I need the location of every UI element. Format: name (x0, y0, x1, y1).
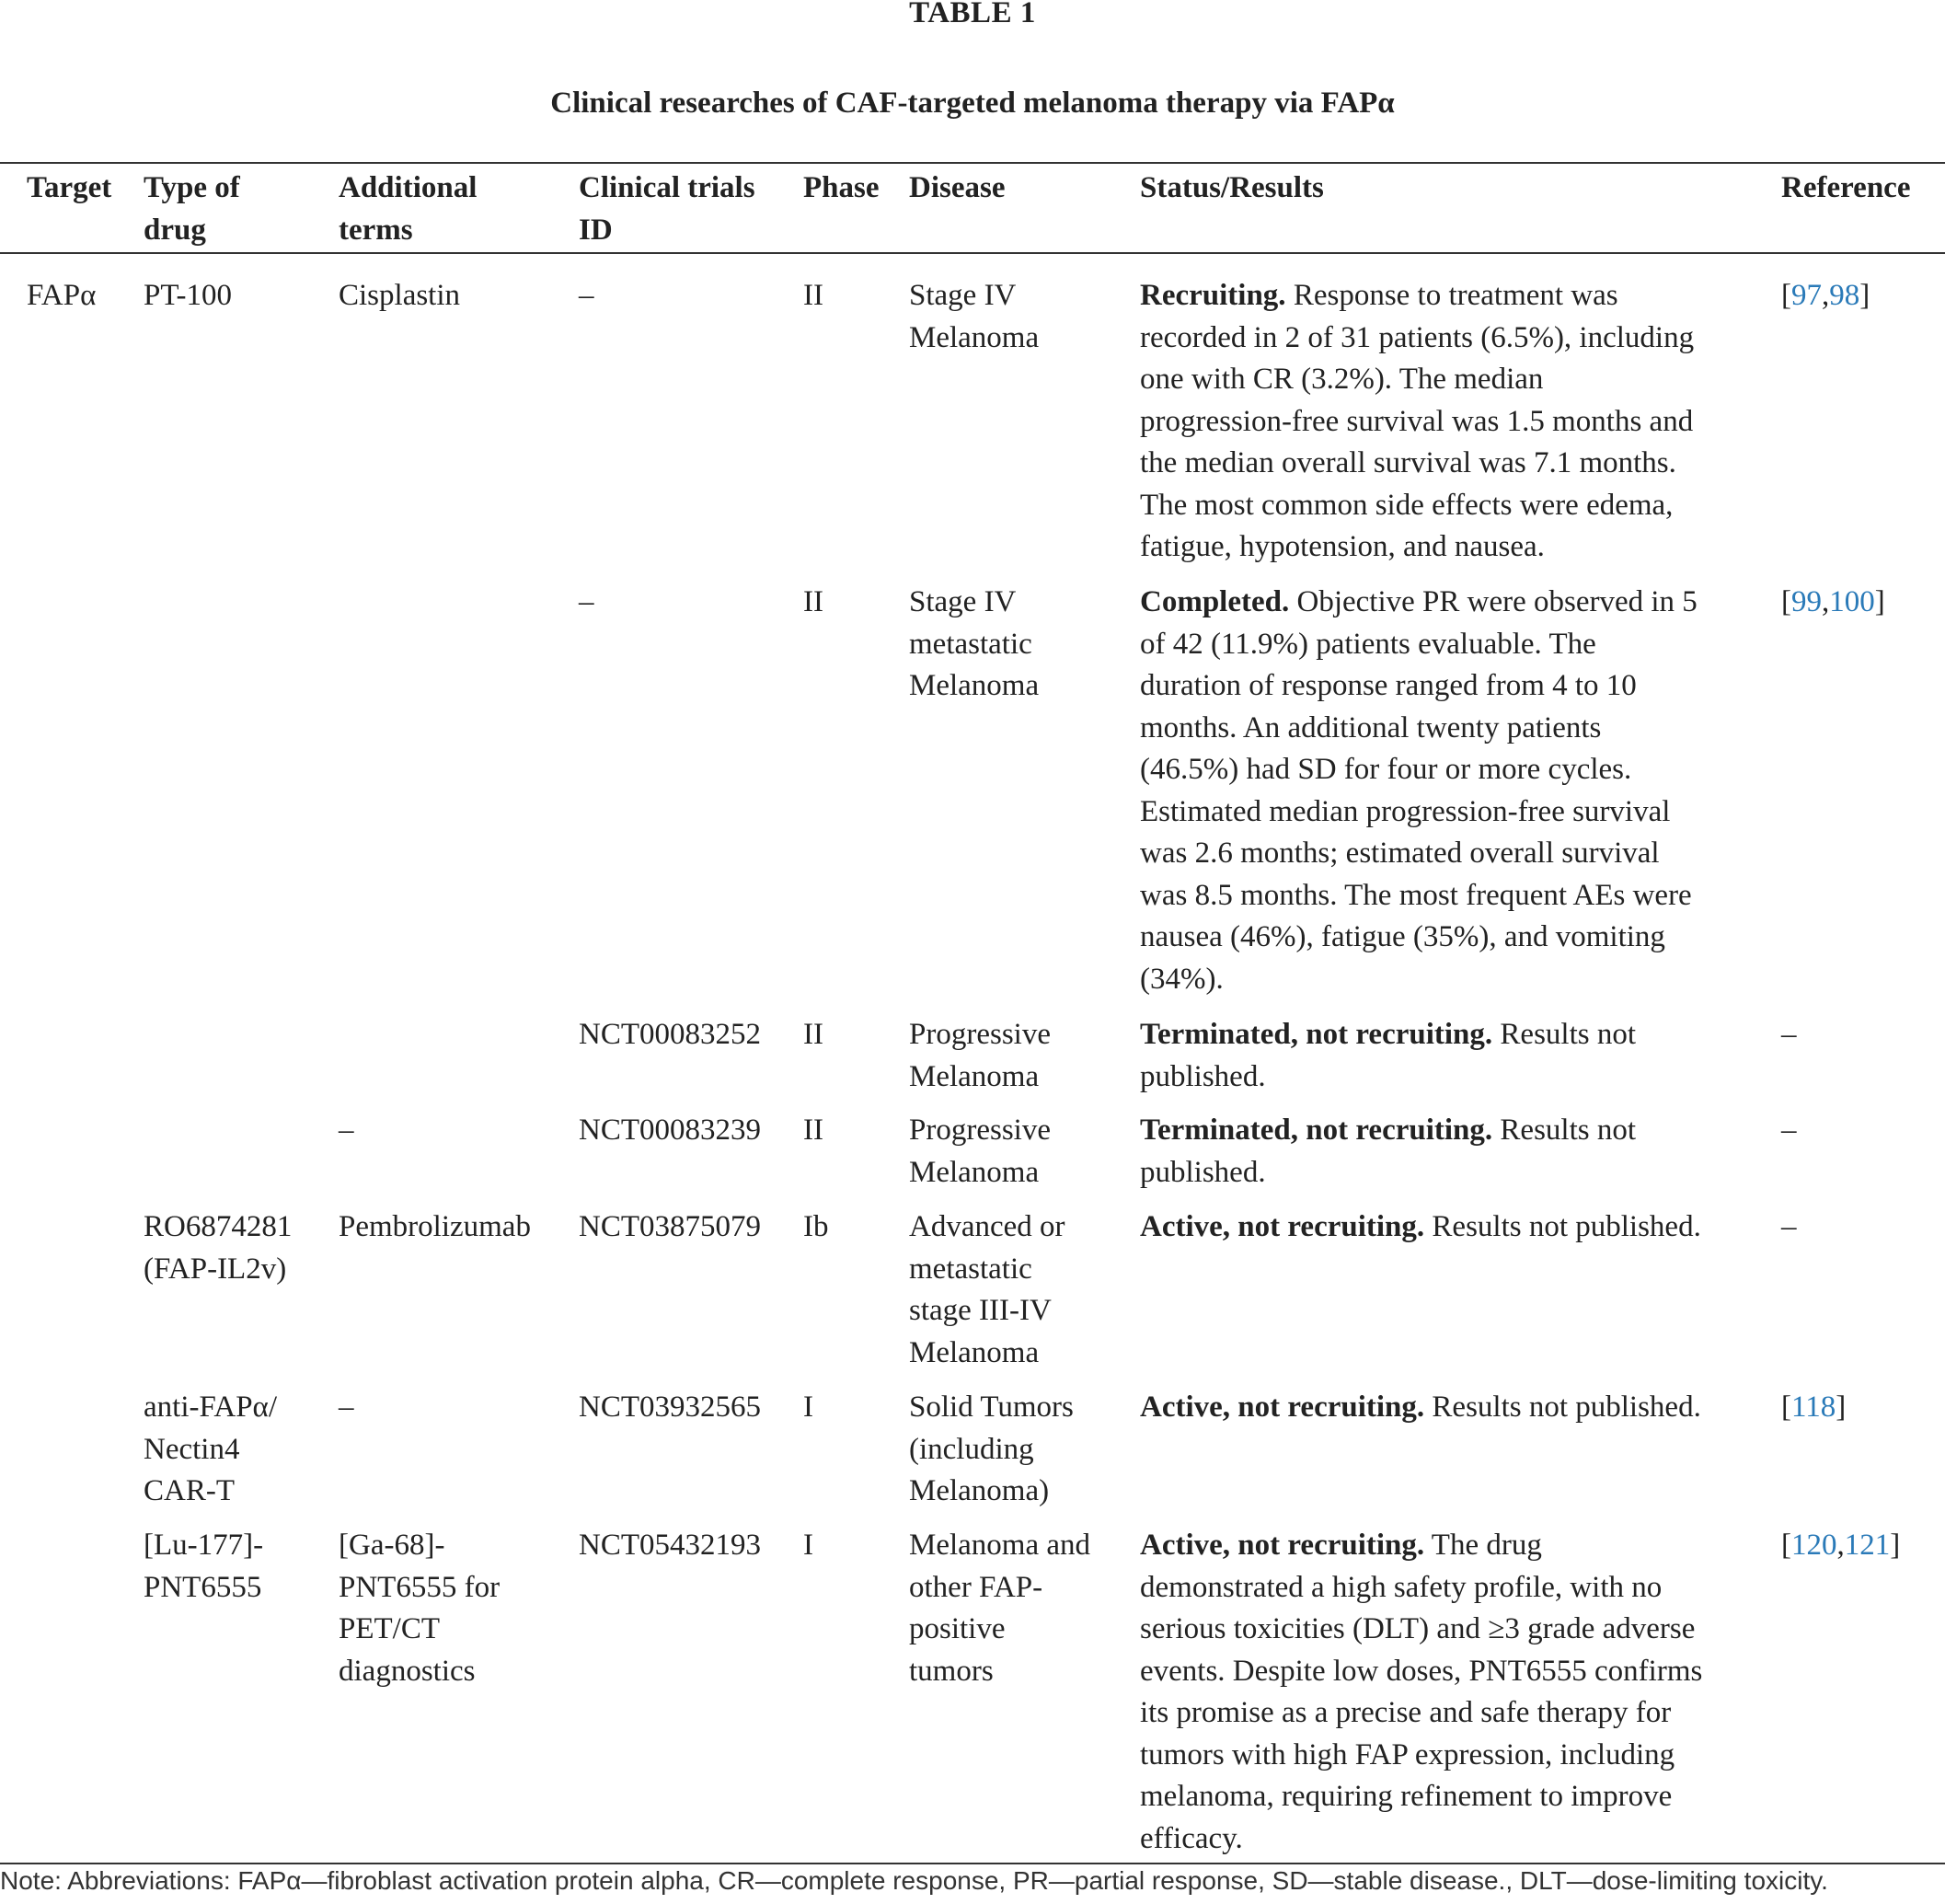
status-label: Completed. (1140, 585, 1290, 618)
cell-disease: Stage IV Melanoma (909, 279, 1040, 354)
header-phase: Phase (803, 171, 880, 204)
cell-phase: I (803, 1390, 813, 1424)
cell-trial-id: NCT00083252 (579, 1018, 761, 1051)
cell-drug: anti-FAPα/ Nectin4 CAR-T (144, 1390, 278, 1507)
status-text: Results not published. (1140, 1114, 1637, 1189)
cell-status (1140, 275, 1694, 569)
table-caption: Clinical researches of CAF-targeted melanoma therapy via FAPα (550, 87, 1395, 120)
cell-drug: PT-100 (144, 279, 232, 312)
cell-status (1140, 1206, 1701, 1249)
reference-link[interactable]: 97 (1791, 279, 1822, 312)
cell-reference: [118] (1781, 1390, 1847, 1424)
table-bottom-rule (0, 1863, 1945, 1864)
cell-trial-id: NCT03932565 (579, 1390, 761, 1424)
cell-phase: II (803, 1018, 823, 1051)
table-top-rule (0, 162, 1945, 164)
status-label: Active, not recruiting. (1140, 1210, 1425, 1243)
cell-disease: Progressive Melanoma (909, 1018, 1051, 1093)
cell-status (1140, 1525, 1702, 1860)
table-label: TABLE 1 (909, 0, 1036, 29)
cell-reference: – (1781, 1114, 1797, 1147)
cell-reference: [97,98] (1781, 279, 1870, 312)
status-label: Active, not recruiting. (1140, 1529, 1425, 1562)
cell-disease: Advanced or metastatic stage III-IV Melanoma (909, 1210, 1065, 1369)
reference-link[interactable]: 99 (1791, 585, 1822, 618)
cell-terms: Pembrolizumab (339, 1210, 531, 1243)
reference-link[interactable]: 100 (1829, 585, 1875, 618)
cell-drug: [Lu-177]- PNT6555 (144, 1529, 264, 1604)
header-additional-terms: Additional terms (339, 171, 478, 247)
header-target: Target (27, 171, 112, 204)
cell-phase: Ib (803, 1210, 829, 1243)
cell-terms: – (339, 1114, 354, 1147)
cell-phase: II (803, 279, 823, 312)
header-disease: Disease (909, 171, 1006, 204)
cell-status (1140, 1014, 1636, 1098)
reference-link[interactable]: 121 (1844, 1529, 1891, 1562)
cell-disease: Progressive Melanoma (909, 1114, 1051, 1189)
cell-trial-id: NCT05432193 (579, 1529, 761, 1562)
header-status: Status/Results (1140, 171, 1324, 204)
status-label: Recruiting. (1140, 279, 1286, 312)
cell-phase: I (803, 1529, 813, 1562)
status-label: Active, not recruiting. (1140, 1390, 1425, 1424)
cell-terms: [Ga-68]- PNT6555 for PET/CT diagnostics (339, 1529, 501, 1688)
cell-status (1140, 1387, 1701, 1429)
cell-target: FAPα (27, 279, 97, 312)
cell-terms: Cisplastin (339, 279, 461, 312)
cell-trial-id: NCT03875079 (579, 1210, 761, 1243)
cell-phase: II (803, 585, 823, 618)
reference-link[interactable]: 118 (1791, 1390, 1836, 1424)
cell-terms: – (339, 1390, 354, 1424)
header-trial-id: Clinical trials ID (579, 171, 755, 247)
status-text: Results not published. (1140, 1018, 1637, 1093)
reference-link[interactable]: 98 (1829, 279, 1860, 312)
header-type-of-drug: Type of drug (144, 171, 240, 247)
status-text: Response to treatment was recorded in 2 of 31 patients (6.5%), including one with CR (3.2%). The median progression-free survival was 1.5 months and the median overall survival was 7.1 months. The most common side effects were edema, fatigue, hypotension, and nausea. (1140, 279, 1695, 563)
header-bottom-rule (0, 252, 1945, 254)
status-label: Terminated, not recruiting. (1140, 1114, 1493, 1147)
cell-trial-id: NCT00083239 (579, 1114, 761, 1147)
status-label: Terminated, not recruiting. (1140, 1018, 1493, 1051)
header-reference: Reference (1781, 171, 1911, 204)
cell-trial-id: – (579, 279, 594, 312)
status-text: Results not published. (1424, 1390, 1701, 1424)
cell-disease: Stage IV metastatic Melanoma (909, 585, 1040, 702)
cell-disease: Melanoma and other FAP- positive tumors (909, 1529, 1091, 1688)
cell-trial-id: – (579, 585, 594, 618)
cell-drug: RO6874281 (FAP-IL2v) (144, 1210, 293, 1286)
cell-reference: [120,121] (1781, 1529, 1901, 1562)
cell-reference: – (1781, 1210, 1797, 1243)
cell-reference: [99,100] (1781, 585, 1885, 618)
cell-reference: – (1781, 1018, 1797, 1051)
status-text: Results not published. (1424, 1210, 1701, 1243)
reference-link[interactable]: 120 (1791, 1529, 1837, 1562)
status-text: Objective PR were observed in 5 of 42 (11.9%) patients evaluable. The duration of response ranged from 4 to 10 months. An additional twenty patients (46.5%) had SD for four or more cycles. Estimated median progression-free survival was 2.6 months; estimated overall survival was 8.5 months. The most frequent AEs were nausea (46%), fatigue (35%), and vomiting (34%). (1140, 585, 1698, 996)
table-note: Note: Abbreviations: FAPα—fibroblast activation protein alpha, CR—complete response, PR—partial response, SD—stable disease., DLT—dose-limiting toxicity. (0, 1866, 1828, 1895)
cell-status (1140, 1110, 1636, 1194)
status-text: The drug demonstrated a high safety profile, with no serious toxicities (DLT) and ≥3 grade adverse events. Despite low doses, PNT6555 confirms its promise as a precise and safe therapy for tumors with high FAP expression, including melanoma, requiring refinement to improve efficacy. (1140, 1529, 1703, 1855)
cell-status (1140, 582, 1698, 1000)
cell-phase: II (803, 1114, 823, 1147)
cell-disease: Solid Tumors (including Melanoma) (909, 1390, 1074, 1507)
